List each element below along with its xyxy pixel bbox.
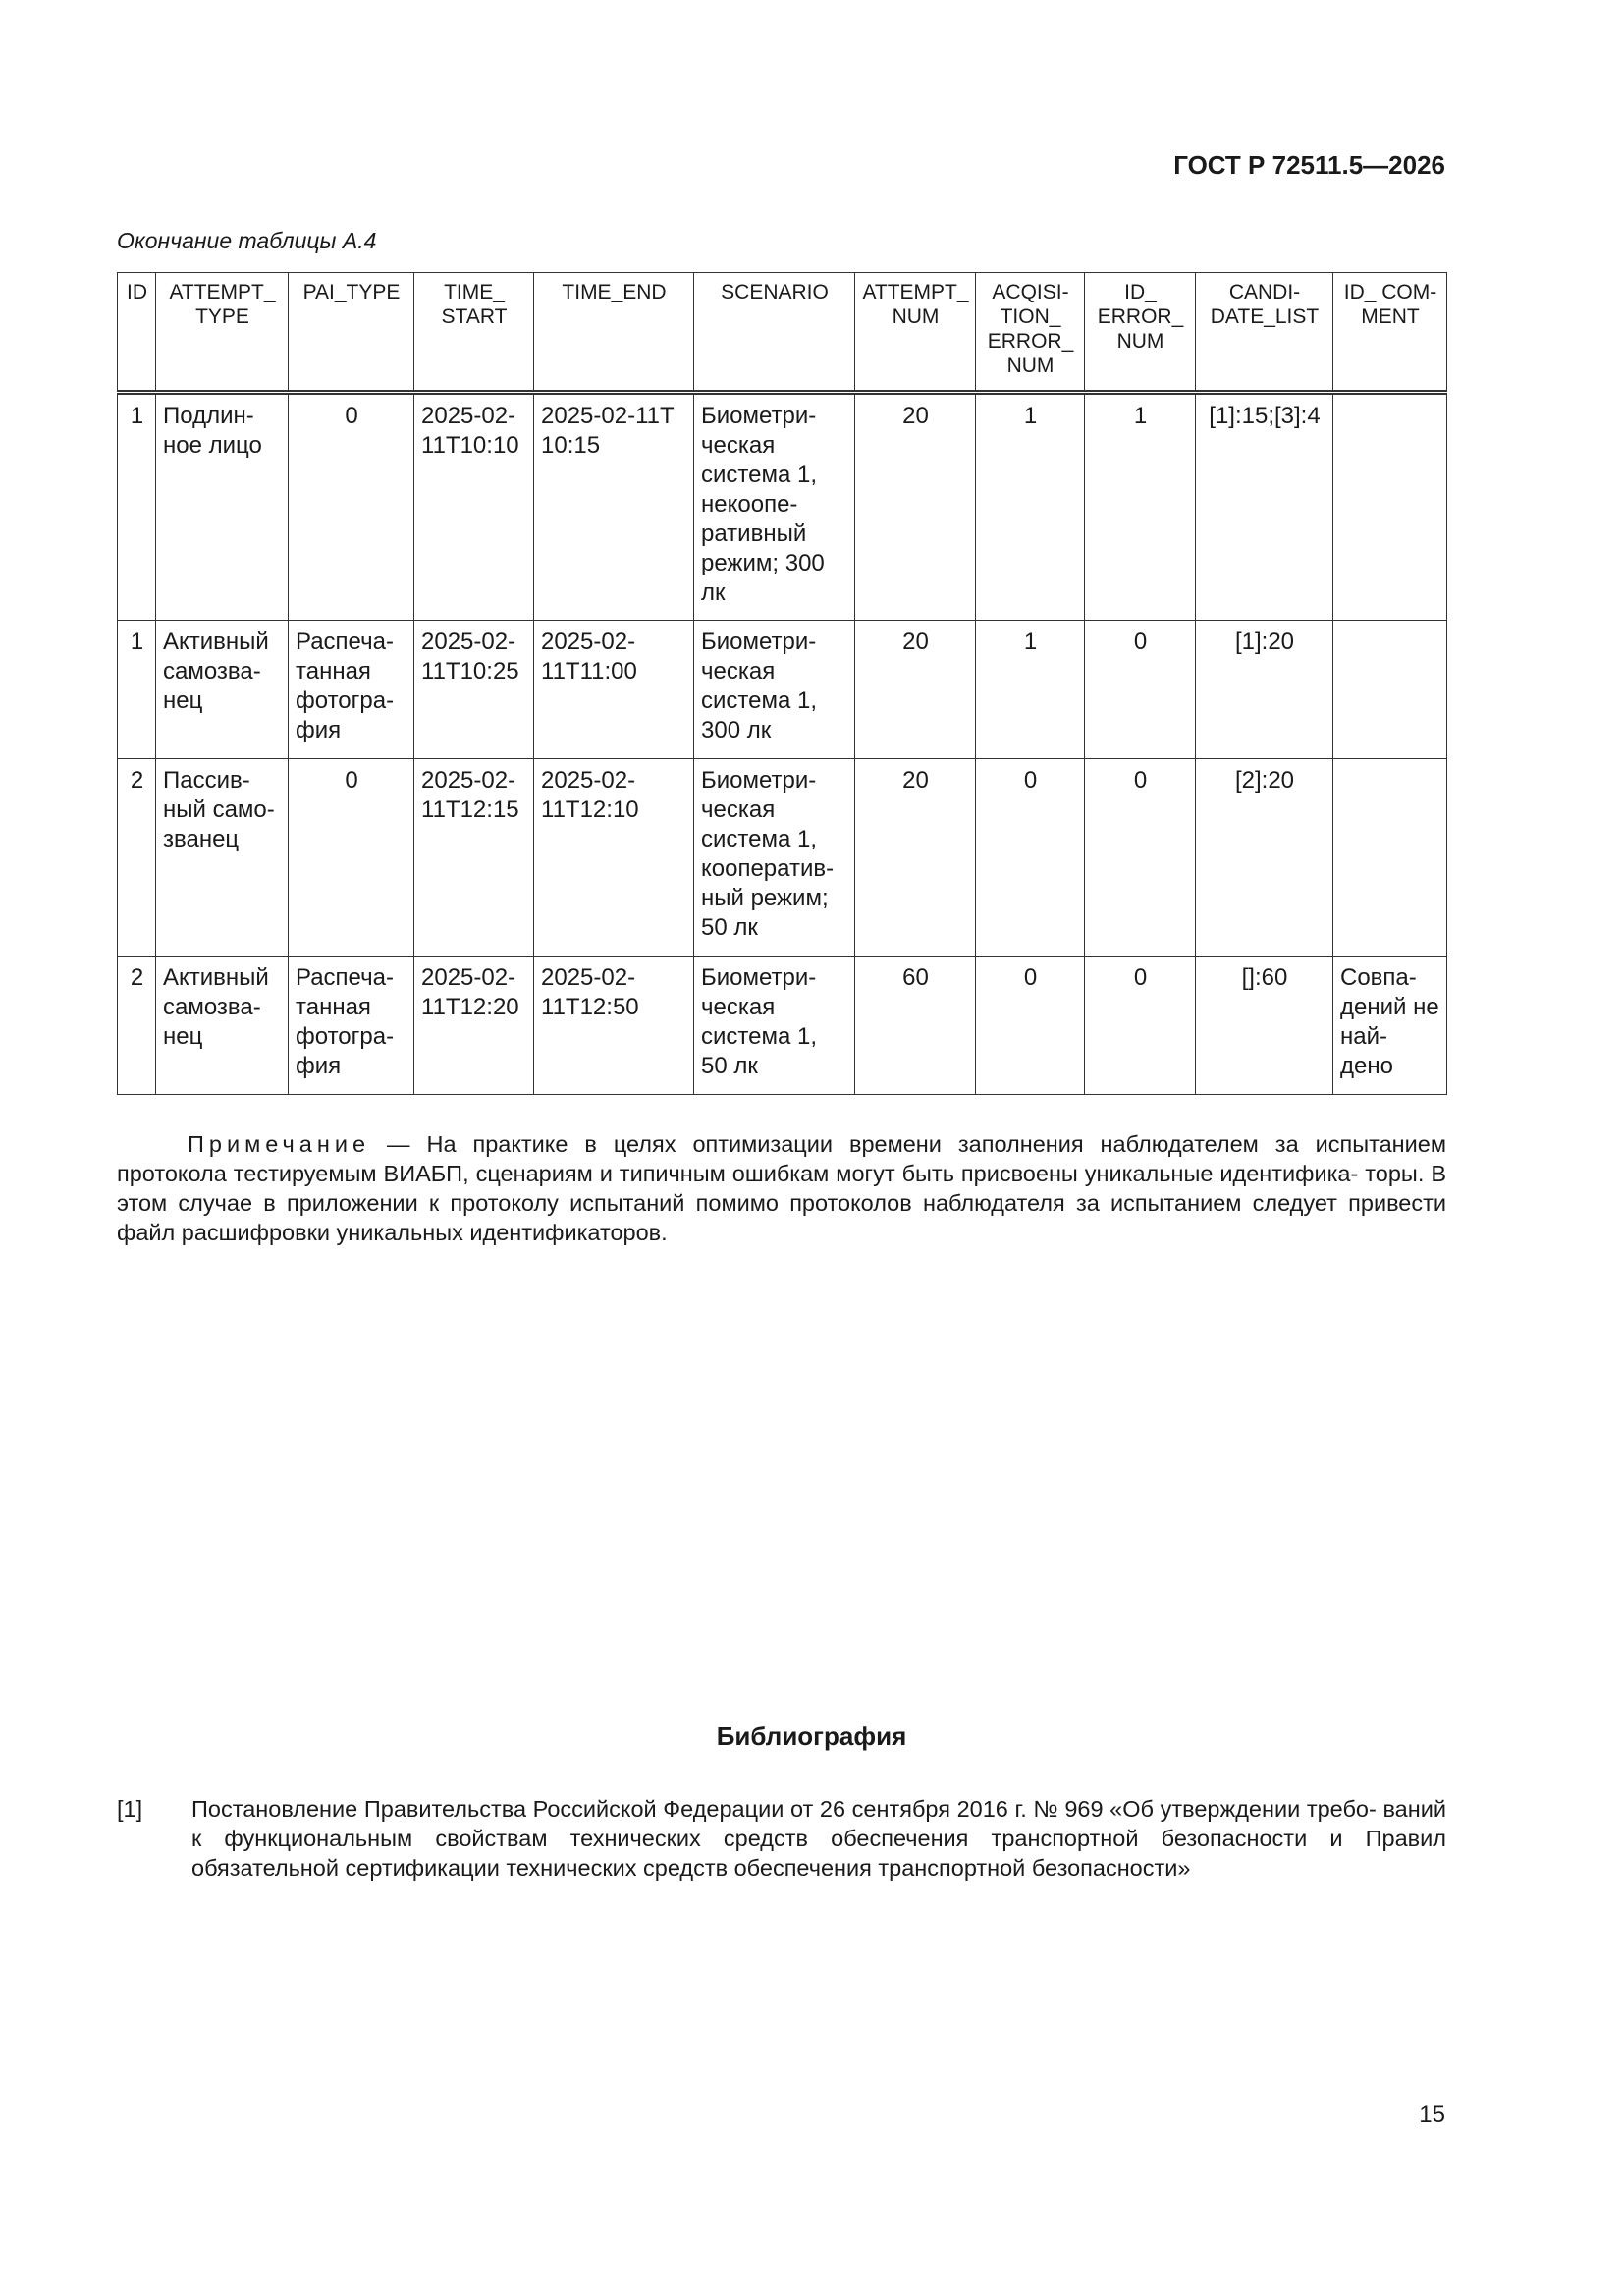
table-cell: 2 [118, 957, 156, 1095]
document-code: ГОСТ Р 72511.5—2026 [1173, 150, 1445, 180]
table-cell: 0 [1085, 957, 1196, 1095]
table-cell: 0 [1085, 759, 1196, 957]
table-cell: Биометри- ческая система 1, 300 лк [694, 621, 855, 759]
table-cell: 2025-02- 11T10:10 [414, 393, 534, 621]
column-header: ACQISI- TION_ ERROR_ NUM [976, 273, 1085, 393]
bibliography-title: Библиография [716, 1722, 907, 1751]
table-header-row [118, 273, 1447, 393]
column-header: PAI_TYPE [289, 273, 414, 393]
table-cell: Распеча- танная фотогра- фия [289, 621, 414, 759]
column-header: ID [118, 273, 156, 393]
table-cell: 1 [1085, 393, 1196, 621]
table-cell: Совпа- дений не най- дено [1333, 957, 1447, 1095]
table-cell: []:60 [1196, 957, 1333, 1095]
table-cell: 0 [976, 957, 1085, 1095]
table-cell: Биометри- ческая система 1, кооператив- ный режим; 50 лк [694, 759, 855, 957]
table-cell: 0 [289, 393, 414, 621]
table-cell: 2025-02- 11T10:25 [414, 621, 534, 759]
table-cell: 2025-02- 11T12:15 [414, 759, 534, 957]
table-cell: 20 [855, 393, 976, 621]
table-cell: 60 [855, 957, 976, 1095]
table-cell: Распеча- танная фотогра- фия [289, 957, 414, 1095]
table-cell: 0 [1085, 621, 1196, 759]
column-header: TIME_ START [414, 273, 534, 393]
table-cell: 20 [855, 759, 976, 957]
table-cell [1333, 393, 1447, 621]
column-header: TIME_END [534, 273, 694, 393]
table-cell: 1 [118, 621, 156, 759]
table-cell: 2 [118, 759, 156, 957]
note-label: Примечание [188, 1131, 371, 1157]
table-row [118, 759, 1447, 957]
table-cell: 1 [118, 393, 156, 621]
column-header: CANDI- DATE_LIST [1196, 273, 1333, 393]
data-table [117, 272, 1447, 1095]
table-note [117, 1129, 1446, 1247]
note-text: — На практике в целях оптимизации времени заполнения наблюдателем за испытанием протокола тестируемым ВИАБП, сценариям и типичным ошибкам могут быть присвоены уникальные идентифика- торы. В этом случае в приложении к протоколу испытаний помимо протоколов наблюдателя за испытанием следует привести файл расшифровки уникальных идентификаторов. [117, 1131, 1446, 1245]
column-header: SCENARIO [694, 273, 855, 393]
table-cell: 2025-02- 11T12:10 [534, 759, 694, 957]
table-cell [1333, 759, 1447, 957]
column-header: ID_ COM- MENT [1333, 273, 1447, 393]
table-row [118, 957, 1447, 1095]
table-row [118, 621, 1447, 759]
table-cell: Биометри- ческая система 1, 50 лк [694, 957, 855, 1095]
table-cell: 1 [976, 621, 1085, 759]
page-number: 15 [1419, 2102, 1445, 2128]
bibliography-item-number: [1] [117, 1796, 143, 1822]
table-cell [1333, 621, 1447, 759]
table-cell: Пассив- ный само- званец [156, 759, 289, 957]
table-cell: Активный самозва- нец [156, 621, 289, 759]
table-cell: 0 [976, 759, 1085, 957]
table-cell: 20 [855, 621, 976, 759]
table-cell: [1]:15;[3]:4 [1196, 393, 1333, 621]
table-cell: 1 [976, 393, 1085, 621]
table-cell: 2025-02- 11T12:20 [414, 957, 534, 1095]
bibliography-item [117, 1794, 1446, 1883]
table-cell: [2]:20 [1196, 759, 1333, 957]
table-cell: Биометри- ческая система 1, некоопе- ративный режим; 300 лк [694, 393, 855, 621]
table-cell: [1]:20 [1196, 621, 1333, 759]
bibliography-item-text: Постановление Правительства Российской Федерации от 26 сентября 2016 г. № 969 «Об утверждении требо- ваний к функциональным свойствам технических средств обеспечения транспортной безопасности и Правил обязательной сертификации технических средств обеспечения транспортной безопасности» [191, 1796, 1446, 1881]
table-row [118, 393, 1447, 621]
column-header: ATTEMPT_ NUM [855, 273, 976, 393]
table-cell: 2025-02-11T 10:15 [534, 393, 694, 621]
table-cell: Активный самозва- нец [156, 957, 289, 1095]
table-caption: Окончание таблицы А.4 [117, 228, 377, 253]
table-cell: 2025-02- 11T12:50 [534, 957, 694, 1095]
table-cell: 2025-02- 11T11:00 [534, 621, 694, 759]
column-header: ID_ ERROR_ NUM [1085, 273, 1196, 393]
table-cell: Подлин- ное лицо [156, 393, 289, 621]
table-cell: 0 [289, 759, 414, 957]
column-header: ATTEMPT_ TYPE [156, 273, 289, 393]
